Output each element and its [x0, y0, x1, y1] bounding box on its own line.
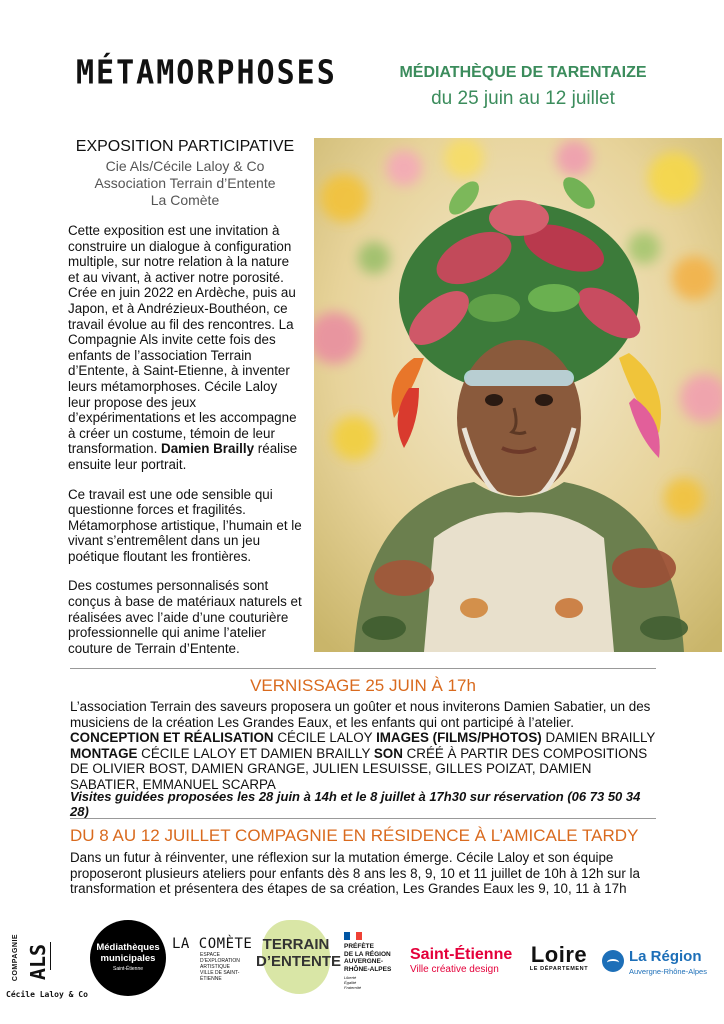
- prefecture-motto: Liberté: [344, 975, 357, 980]
- la-comete-sub: ARTISTIQUE: [200, 964, 230, 970]
- exhibition-title: MÉTAMORPHOSES: [76, 54, 337, 93]
- la-comete-logo: [172, 936, 256, 982]
- prefecture-line: PRÉFÈTE: [344, 943, 374, 950]
- mediatheques-line-2: municipales: [100, 953, 156, 964]
- credit-label: IMAGES (FILMS/PHOTOS): [376, 730, 542, 746]
- terrain-line-2: D’ENTENTE: [256, 953, 342, 970]
- intro-column: [68, 138, 302, 656]
- terrain-dentente-logo: [256, 916, 342, 996]
- credit-value: CRÉÉ À PARTIR DES COMPOSITIONS DE OLIVIER BOST, DAMIEN GRANGE, JULIEN LESUISSE, GILLES POIZAT, DAMIEN SABATIER, EMMANUEL SCARPA: [70, 745, 648, 792]
- mediatheques-line-1: Médiathèques: [96, 942, 160, 953]
- divider: [70, 818, 656, 819]
- als-company-label: COMPAGNIE: [12, 933, 20, 982]
- credit-label: SON: [373, 745, 403, 761]
- credit-label: CONCEPTION ET RÉALISATION: [70, 730, 274, 746]
- prefecture-line: RHÔNE-ALPES: [344, 965, 392, 973]
- prefecture-logo: [344, 932, 404, 990]
- credit-line: La Comète: [150, 192, 220, 208]
- intro-paragraph-1: [68, 223, 302, 473]
- intro-title: EXPOSITION PARTICIPATIVE: [75, 138, 295, 155]
- saint-etienne-name: Saint-Étienne: [410, 946, 513, 963]
- region-name: La Région: [629, 948, 702, 965]
- portrait-photo: [314, 138, 722, 652]
- als-mark: [50, 942, 71, 970]
- vernissage-description: L’association Terrain des saveurs proposera un goûter et nous inviterons Damien Sabatier, un des musiciens de la création Les Grandes Eaux, et les enfants qui ont participé à l’atelier.: [70, 699, 651, 730]
- credit-value: DAMIEN BRAILLY: [541, 730, 656, 746]
- vernissage-text: [70, 699, 656, 793]
- la-comete-name: LA COMÈTE: [172, 936, 253, 952]
- prefecture-motto: Fraternité: [344, 985, 362, 990]
- venue-name: MÉDIATHÈQUE DE TARENTAIZE: [399, 64, 647, 81]
- credit-line: Association Terrain d’Entente: [94, 175, 276, 191]
- partner-logos: [0, 912, 724, 1024]
- loire-logo: [526, 944, 592, 972]
- exhibition-dates: du 25 juin au 12 juillet: [431, 88, 615, 109]
- intro-text: Cette exposition est une invitation à construire un dialogue à configuration multiple, sur notre relation à la nature et au vivant, à activer notre porosité. Crée en juin 2022 en Ardèche, puis au Japon, et à Andrézieux-Bouthéon, ce travail évolue au fil des rencontres. La Compagnie Als invite cette fois des enfants de l’association Terrain d’Entente, à Saint-Etienne, à inventer leurs métamorphoses. Cécile Laloy leur propose des jeux d’expérimentations et les accompagne à créer un costume, témoin de leur transformation.: [68, 223, 297, 457]
- portrait-illustration: [314, 138, 722, 652]
- credit-label: MONTAGE: [70, 745, 138, 761]
- als-logo: [6, 926, 86, 1006]
- loire-sub: LE DÉPARTEMENT: [529, 966, 589, 972]
- region-mark-icon: [602, 950, 624, 972]
- mediatheques-line-3: Saint-Étienne: [112, 966, 144, 972]
- saint-etienne-logo: [410, 946, 522, 975]
- intro-paragraph-3: Des costumes personnalisés sont conçus à base de matériaux naturels et réalisées avec l’aide d’une couturière professionnelle qui anime l’atelier couture de Terrain d’Entente.: [68, 578, 302, 656]
- intro-paragraph-2: Ce travail est une ode sensible qui questionne forces et fragilités. Métamorphose artistique, l’humain et le vivant s’entremêlent dans un jeu poétique floutant les frontières.: [68, 486, 302, 564]
- divider: [70, 668, 656, 669]
- als-subtitle: Cécile Laloy & Co: [6, 990, 88, 999]
- residence-title: DU 8 AU 12 JUILLET COMPAGNIE EN RÉSIDENCE À L’AMICALE TARDY: [70, 826, 639, 845]
- credit-value: CÉCILE LALOY ET DAMIEN BRAILLY: [137, 745, 374, 761]
- vernissage-title: VERNISSAGE 25 JUIN À 17h: [250, 676, 476, 695]
- saint-etienne-tagline: Ville créative design: [410, 964, 499, 975]
- prefecture-line: AUVERGNE-: [344, 958, 384, 965]
- loire-name: Loire: [530, 942, 588, 967]
- credit-value: CÉCILE LALOY: [273, 730, 377, 746]
- guided-tours-note: Visites guidées proposées les 28 juin à 14h et le 8 juillet à 17h30 sur réservation (06 73 50 34 28): [70, 789, 641, 819]
- terrain-line-1: TERRAIN: [262, 936, 330, 953]
- prefecture-line: DE LA RÉGION: [344, 950, 391, 958]
- la-comete-sub: VILLE DE SAINT-ÉTIENNE: [200, 970, 240, 982]
- residence-text: Dans un futur à réinventer, une réflexion sur la mutation émerge. Cécile Laloy et son équipe proposeront plusieurs ateliers pour enfants dès 8 ans les 8, 9, 10 et 11 juillet de 10h à 12h sur la transformation et présentera des étapes de sa création, Les Grandes Eaux les 9, 10, 11 à 17h: [70, 850, 640, 897]
- photographer-name: Damien Brailly: [161, 441, 255, 457]
- intro-text-end: réalise ensuite leur portrait.: [68, 441, 298, 472]
- credit-line: Cie Als/Cécile Laloy & Co: [105, 158, 265, 174]
- als-name: ALS: [26, 943, 51, 981]
- mediatheques-logo: [90, 920, 166, 996]
- region-sub: Auvergne-Rhône-Alpes: [629, 967, 707, 976]
- french-flag-icon: [344, 932, 362, 940]
- la-comete-sub: ESPACE: [200, 952, 220, 958]
- prefecture-motto: Égalité: [344, 980, 357, 985]
- la-comete-sub: D’EXPLORATION: [200, 958, 240, 964]
